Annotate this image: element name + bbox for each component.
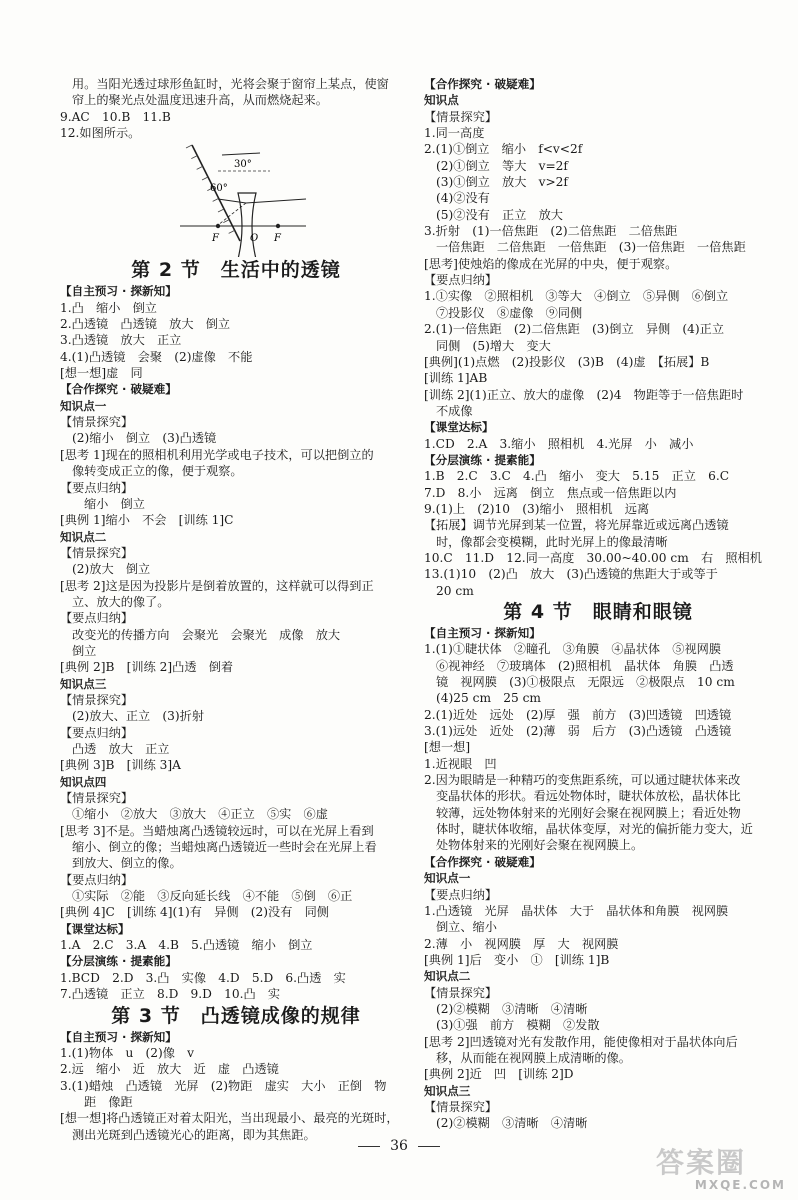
answer-line: (4)②没有 (436, 191, 490, 206)
answer-line: 移，从而能在视网膜上成清晰的像。 (436, 1050, 631, 1065)
answer-line: (2)放大 倒立 (72, 562, 151, 577)
reflected-ray (218, 199, 246, 203)
section-title: 第 2 节 生活中的透镜 (131, 259, 341, 282)
answer-line: 2.(1)一倍焦距 (2)二倍焦距 (3)倒立 异侧 (4)正立 (424, 322, 725, 337)
block-heading: 知识点三 (424, 1083, 471, 1098)
answer-line: 缩小、倒立的像；当蜡烛离凸透镜近一些时会在光屏上看 (72, 840, 377, 855)
answer-line: 1.近视眼 凹 (424, 756, 497, 771)
focus-label-left: F (212, 233, 219, 245)
answer-line: 1.B 2.C 3.C 4.凸 缩小 变大 5.15 正立 6.C (424, 469, 730, 484)
focus-point-left (216, 224, 220, 228)
answer-line: 时，像都会变模糊，此时光屏上的像最清晰 (436, 534, 668, 549)
mirror-hatch (202, 177, 208, 180)
right-column (424, 76, 772, 1132)
answer-line: 立、放大的像了。 (72, 594, 170, 609)
answer-line: 4.(1)凸透镜 会聚 (2)虚像 不能 (60, 349, 253, 364)
answer-line: ①实际 ②能 ③反向延长线 ④不能 ⑤倒 ⑥正 (72, 889, 353, 904)
answer-line: 【要点归纳】 (424, 887, 498, 902)
answer-line: 不成像 (436, 403, 473, 418)
answer-line: 【要点归纳】 (60, 611, 134, 626)
mirror-hatch (213, 199, 219, 202)
answer-line: 到放大、倒立的像。 (72, 856, 182, 871)
answer-line: 3.折射 (1)一倍焦距 (2)二倍焦距 二倍焦距 (424, 224, 678, 239)
answer-line: 【情景探究】 (424, 985, 498, 1000)
answer-line: 【要点归纳】 (60, 872, 134, 887)
answer-line: 1.A 2.C 3.A 4.B 5.凸透镜 缩小 倒立 (60, 938, 313, 953)
answer-line: [想一想]虚 同 (60, 366, 143, 381)
answer-line: 7.D 8.小 远离 倒立 焦点或一倍焦距以内 (424, 485, 677, 500)
answer-line: [训练 2](1)正立、放大的虚像 (2)4 物距等于一倍焦距时 (424, 387, 744, 402)
answer-line: 2.(1)近处 远处 (2)厚 强 前方 (3)凹透镜 凹透镜 (424, 707, 732, 722)
block-heading: 【合作探究 · 破疑难】 (424, 854, 541, 869)
answer-line: 像转变成正立的像，便于观察。 (72, 464, 243, 479)
block-heading: 【课堂达标】 (60, 921, 130, 936)
focus-point-right (276, 224, 280, 228)
answer-line: 1.(1)物体 u (2)像 v (60, 1045, 195, 1060)
answer-line: 13.(1)10 (2)凸 放大 (3)凸透镜的焦距大于或等于 (424, 567, 718, 582)
answer-line: 7.凸透镜 正立 8.D 9.D 10.凸 实 (60, 987, 281, 1002)
answer-line: 凸透 放大 正立 (72, 742, 170, 756)
answer-line: 改变光的传播方向 会聚光 会聚光 成像 放大 (72, 627, 341, 642)
block-heading: 知识点三 (60, 676, 107, 691)
answer-line: [典例 3]B [训练 3]A (60, 758, 181, 773)
mirror-hatch (191, 156, 197, 159)
block-heading: 【自主预习 · 探新知】 (60, 1029, 177, 1044)
answer-line: (2)②模糊 ③清晰 ④清晰 (436, 1001, 588, 1016)
answer-line: [思考 2]凹透镜对光有发散作用，能使像相对于晶状体向后 (424, 1034, 738, 1049)
answer-line: 【情景探究】 (60, 415, 134, 430)
answer-line: 1.凸 缩小 倒立 (60, 300, 157, 315)
block-heading: 【课堂达标】 (424, 420, 494, 435)
answer-line: [典例 1]缩小 不会 [训练 1]C (60, 513, 234, 528)
block-heading: 知识点四 (60, 774, 107, 789)
answer-line: 【拓展】调节光屏到某一位置，将光屏靠近或远离凸透镜 (424, 518, 729, 533)
answer-line: [想一想] (424, 740, 471, 755)
answer-line: 1.CD 2.A 3.缩小 照相机 4.光屏 小 减小 (424, 436, 694, 451)
answer-line: 距 像距 (84, 1094, 133, 1109)
answer-line: [典例 4]C [训练 4](1)有 异侧 (2)没有 同侧 (60, 905, 329, 920)
answer-line: [思考 3]不是。当蜡烛离凸透镜较远时，可以在光屏上看到 (60, 823, 374, 838)
optical-center-label: O (250, 233, 259, 245)
answer-line: [思考 1]现在的照相机利用光学或电子技术，可以把倒立的 (60, 447, 374, 462)
answer-line: 9.AC 10.B 11.B (60, 109, 171, 124)
answer-line: 【情景探究】 (60, 692, 134, 707)
focus-label-right: F (274, 233, 281, 245)
answer-line: 1.BCD 2.D 3.凸 实像 4.D 5.D 6.凸透 实 (60, 970, 346, 985)
block-heading: 【合作探究 · 破疑难】 (424, 77, 541, 91)
answer-line: (5)②没有 正立 放大 (436, 207, 563, 222)
mirror-hatch (186, 145, 192, 148)
answer-line: [典例](1)点燃 (2)投影仪 (3)B (4)虚 【拓展】B (424, 354, 710, 369)
answer-line: 倒立、缩小 (436, 920, 497, 935)
answer-line: 12.如图所示。 (60, 126, 141, 141)
answer-line: [思考 2]这是因为投影片是倒着放置的，这样就可以得到正 (60, 578, 374, 593)
answer-line: (3)①倒立 放大 v>2f (436, 175, 568, 190)
answer-line: 1.①实像 ②照相机 ③等大 ④倒立 ⑤异侧 ⑥倒立 (424, 289, 729, 304)
answer-line: 较薄，远处物体射来的光刚好会聚在视网膜上；看近处物 (436, 805, 741, 820)
answer-line: 2.薄 小 视网膜 厚 大 视网膜 (424, 936, 619, 951)
answer-line: 【要点归纳】 (60, 480, 134, 495)
answer-line: (3)①强 前方 模糊 ②发散 (436, 1018, 600, 1033)
answer-line: 【情景探究】 (424, 1099, 498, 1114)
answer-line: ⑦投影仪 ⑧虚像 ⑨同侧 (436, 305, 583, 320)
answer-line: ⑥视神经 ⑦玻璃体 (2)照相机 晶状体 角膜 凸透 (436, 658, 734, 673)
block-heading: 知识点二 (424, 969, 471, 984)
answer-line: (2)缩小 倒立 (3)凸透镜 (72, 431, 217, 446)
answer-line: 2.因为眼睛是一种精巧的变焦距系统，可以通过睫状体来改 (424, 773, 741, 788)
answer-line: (2)②模糊 ③清晰 ④清晰 (436, 1116, 588, 1131)
answer-line: (2)放大、正立 (3)折射 (72, 709, 205, 724)
optics-figure (160, 141, 310, 257)
answer-line: 9.(1)上 (2)10 (3)缩小 照相机 远离 (424, 501, 650, 516)
answer-line: 1.凸透镜 光屏 晶状体 大于 晶状体和角膜 视网膜 (424, 903, 729, 918)
block-heading: 知识点一 (424, 871, 471, 886)
answer-line: 镜 视网膜 (3)①极限点 无限远 ②极限点 10 cm (436, 675, 735, 690)
answer-line: 【情景探究】 (424, 109, 498, 124)
answer-line: 【要点归纳】 (60, 725, 134, 740)
answer-line: [训练 1]AB (424, 371, 488, 386)
mirror-hatch (218, 209, 224, 212)
answer-line: 变晶状体的形状。看远处物体时，睫状体放松，晶状体比 (436, 789, 741, 804)
block-heading: 知识点一 (60, 398, 107, 413)
answer-line: 2.远 缩小 近 放大 近 虚 凸透镜 (60, 1062, 279, 1077)
answer-line: 20 cm (436, 583, 474, 598)
answer-line: [思考]使烛焰的像成在光屏的中央，便于观察。 (424, 256, 678, 271)
answer-line: 1.(1)①睫状体 ②瞳孔 ③角膜 ④晶状体 ⑤视网膜 (424, 642, 722, 657)
figure (60, 141, 412, 257)
answer-line: 帘上的聚光点处温度迅速升高，从而燃烧起来。 (72, 93, 328, 108)
answer-line: (2)①倒立 等大 v=2f (436, 158, 568, 173)
answer-line: 处物体射来的光刚好会聚在视网膜上。 (436, 838, 644, 853)
answer-line: 体时，睫状体收缩，晶状体变厚，对光的偏折能力变大，近 (436, 822, 753, 837)
mirror-hatch (229, 231, 235, 234)
answer-line: 【要点归纳】 (424, 273, 498, 288)
answer-line: [想一想]将凸透镜正对着太阳光，当出现最小、最亮的光斑时， (60, 1111, 399, 1126)
answer-line: 【情景探究】 (60, 545, 134, 560)
watermark-logo: 答案圈 MXQE.COM (656, 1146, 786, 1192)
section-title: 第 4 节 眼睛和眼镜 (503, 601, 693, 623)
angle-label-bottom: 60° (210, 183, 228, 195)
answer-line: 测出光斑到凸透镜光心的距离，即为其焦距。 (72, 1127, 316, 1142)
answer-line: [典例 1]后 变小 ① [训练 1]B (424, 952, 610, 967)
page-number: 36 (0, 1138, 798, 1154)
answer-line: 3.(1)远处 近处 (2)薄 弱 后方 (3)凸透镜 凸透镜 (424, 724, 732, 739)
answer-line: 2.(1)①倒立 缩小 f<v<2f (424, 142, 583, 157)
block-heading: 【自主预习 · 探新知】 (424, 626, 541, 640)
answer-line: 3.(1)蜡烛 凸透镜 光屏 (2)物距 虚实 大小 正倒 物 (60, 1078, 387, 1093)
left-column (60, 76, 412, 1143)
answer-line: [典例 2]B [训练 2]凸透 倒着 (60, 660, 234, 675)
answer-line: 2.凸透镜 凸透镜 放大 倒立 (60, 317, 231, 332)
block-heading: 【分层演练 · 提素能】 (60, 954, 177, 969)
angle-label-top: 30° (234, 159, 252, 171)
answer-line: (4)25 cm 25 cm (436, 691, 541, 706)
answer-line: 缩小 倒立 (84, 496, 145, 511)
block-heading: 【自主预习 · 探新知】 (60, 284, 177, 299)
block-heading: 【合作探究 · 破疑难】 (60, 382, 177, 397)
answer-line: 1.同一高度 (424, 126, 485, 141)
mirror-hatch (197, 167, 203, 170)
block-heading: 【分层演练 · 提素能】 (424, 452, 541, 467)
answer-line: [典例 2]近 凹 [训练 2]D (424, 1067, 574, 1082)
incident-ray (222, 153, 260, 155)
answer-line: 用。当阳光透过球形鱼缸时，光将会聚于窗帘上某点，使窗 (72, 77, 389, 91)
answer-line: 同侧 (5)增大 变大 (436, 338, 551, 353)
answer-line: ①缩小 ②放大 ③放大 ④正立 ⑤实 ⑥虚 (72, 807, 328, 822)
answer-line: 【情景探究】 (60, 791, 134, 806)
answer-line: 3.凸透镜 放大 正立 (60, 333, 182, 348)
block-heading: 知识点二 (60, 529, 107, 544)
answer-line: 倒立 (72, 643, 97, 658)
block-heading: 知识点 (424, 93, 459, 108)
answer-line: 一倍焦距 二倍焦距 一倍焦距 (3)一倍焦距 一倍焦距 (436, 240, 746, 255)
answer-line: 10.C 11.D 12.同一高度 30.00~40.00 cm 右 照相机 (424, 550, 762, 565)
section-title: 第 3 节 凸透镜成像的规律 (111, 1004, 361, 1027)
